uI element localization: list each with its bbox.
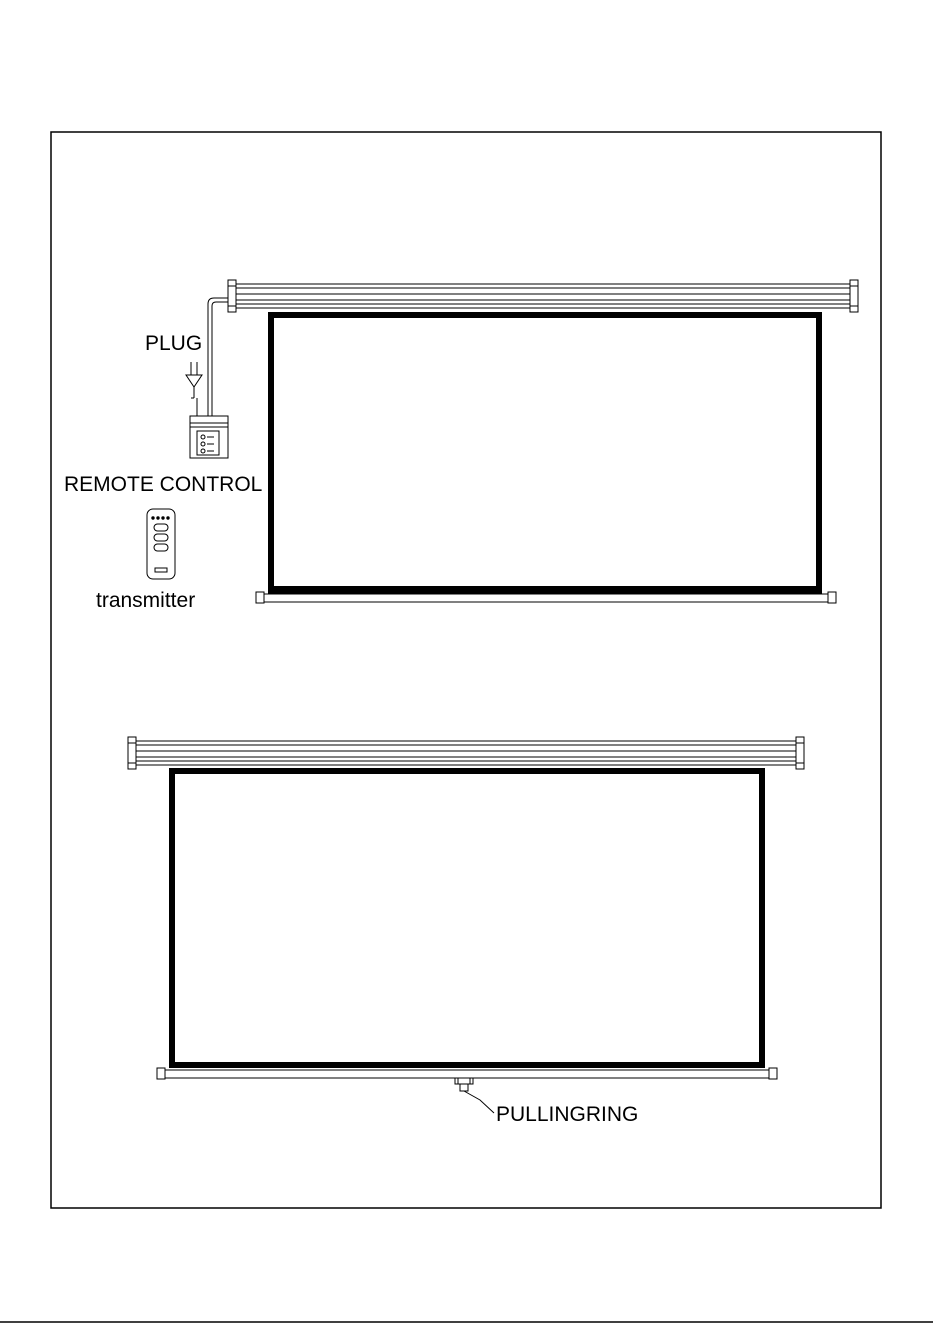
manual-bottom-bar: [157, 1068, 777, 1079]
transmitter-label: transmitter: [96, 589, 196, 612]
manual-roller-housing: [128, 737, 804, 769]
power-cable: [208, 298, 228, 420]
electric-screen: [64, 280, 858, 612]
manual-screen-surface: [169, 768, 765, 1068]
pulling-ring-icon: [455, 1078, 473, 1091]
plug-icon: [186, 362, 202, 418]
electric-bottom-bar: [256, 592, 836, 603]
remote-control-box-icon: [190, 416, 228, 458]
pulling-ring-leader: [464, 1091, 494, 1113]
plug-label: PLUG: [145, 332, 203, 355]
pulling-ring-label: PULLINGRING: [496, 1103, 639, 1126]
remote-control-label: REMOTE CONTROL: [64, 473, 263, 496]
electric-screen-surface: [268, 312, 822, 594]
transmitter-icon: [147, 509, 175, 579]
electric-roller-housing: [228, 280, 858, 312]
manual-screen: [128, 737, 804, 1126]
